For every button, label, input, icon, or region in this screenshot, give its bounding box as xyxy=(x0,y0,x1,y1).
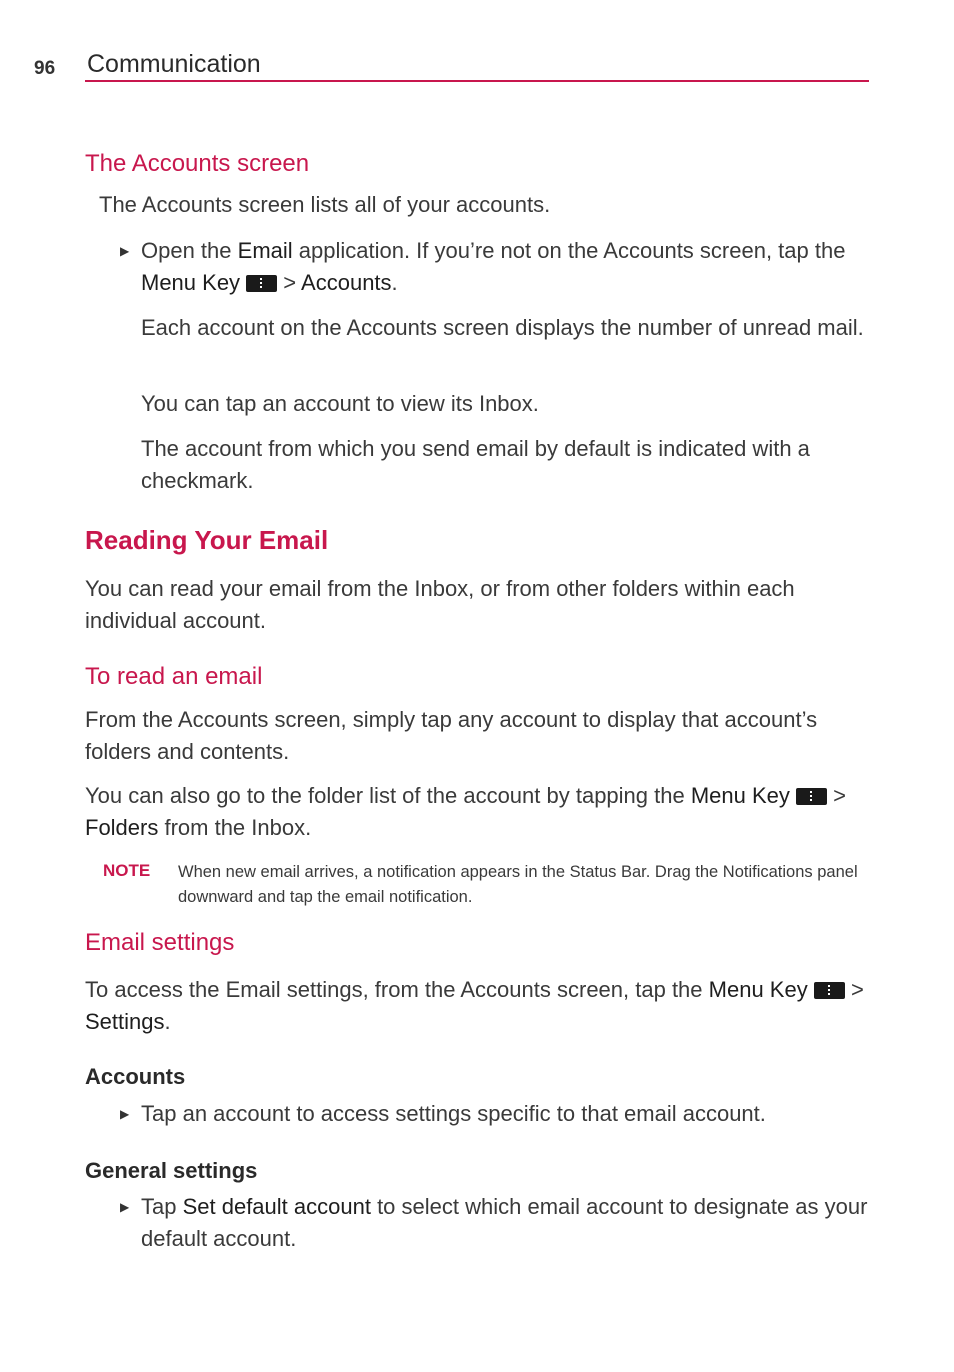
text-segment: > xyxy=(277,269,302,295)
accounts-screen-step xyxy=(141,235,869,298)
menu-key-icon xyxy=(796,788,827,805)
accounts-section-bullet: Tap an account to access settings specific to that email account. xyxy=(141,1101,766,1126)
chapter-title: Communication xyxy=(87,50,261,78)
email-settings-heading: Email settings xyxy=(85,929,235,956)
text-segment: to select which email account to designate as your default account. xyxy=(141,1194,868,1251)
bullet-arrow-icon: ▶ xyxy=(120,1200,130,1214)
to-read-heading: To read an email xyxy=(85,663,263,690)
note-text: When new email arrives, a notification appears in the Status Bar. Drag the Notifications panel downward and tap the email notification. xyxy=(178,863,858,906)
header-rule xyxy=(85,80,869,82)
menu-key-label: Menu Key xyxy=(141,269,241,295)
reading-email-heading: Reading Your Email xyxy=(85,525,329,555)
note-label: NOTE xyxy=(103,861,151,880)
text-segment: > xyxy=(844,977,864,1002)
text-segment: Tap xyxy=(141,1194,183,1219)
page-number: 96 xyxy=(34,58,56,79)
settings-option: Settings xyxy=(85,1008,165,1034)
text-segment: > xyxy=(827,783,846,808)
to-read-para-2 xyxy=(85,780,869,843)
text-segment: Open the xyxy=(141,238,238,263)
accounts-screen-para-3: The account from which you send email by default is indicated with a checkmark. xyxy=(141,436,810,493)
general-settings-bullet xyxy=(141,1191,869,1254)
accounts-screen-heading: The Accounts screen xyxy=(85,150,310,177)
email-app-name: Email xyxy=(237,238,293,263)
menu-key-icon xyxy=(246,275,277,292)
to-read-para-1: From the Accounts screen, simply tap any account to display that account’s folders and contents. xyxy=(85,707,818,764)
email-settings-para xyxy=(85,974,875,1037)
text-segment: . xyxy=(164,1008,171,1034)
bullet-arrow-icon: ▶ xyxy=(120,244,130,258)
text-segment: application. If you’re not on the Accounts screen, tap the xyxy=(292,238,846,263)
accounts-screen-para-1: Each account on the Accounts screen displays the number of unread mail. xyxy=(141,315,864,340)
menu-key-label: Menu Key xyxy=(708,977,808,1002)
reading-email-intro: You can read your email from the Inbox, or from other folders within each individual account. xyxy=(85,576,795,633)
accounts-option: Accounts xyxy=(301,269,392,295)
general-settings-heading: General settings xyxy=(85,1158,258,1183)
bullet-arrow-icon: ▶ xyxy=(120,1107,130,1121)
accounts-screen-intro: The Accounts screen lists all of your accounts. xyxy=(99,192,551,217)
text-segment: from the Inbox. xyxy=(158,814,312,840)
text-segment: To access the Email settings, from the Accounts screen, tap the xyxy=(85,977,709,1002)
menu-key-icon xyxy=(814,982,845,999)
accounts-section-heading: Accounts xyxy=(85,1064,186,1089)
text-segment: . xyxy=(391,269,398,295)
menu-key-label: Menu Key xyxy=(690,783,790,808)
set-default-account-option: Set default account xyxy=(182,1194,371,1219)
folders-option: Folders xyxy=(85,814,159,840)
text-segment: You can also go to the folder list of the account by tapping the xyxy=(85,783,691,808)
accounts-screen-para-2: You can tap an account to view its Inbox. xyxy=(141,391,539,416)
